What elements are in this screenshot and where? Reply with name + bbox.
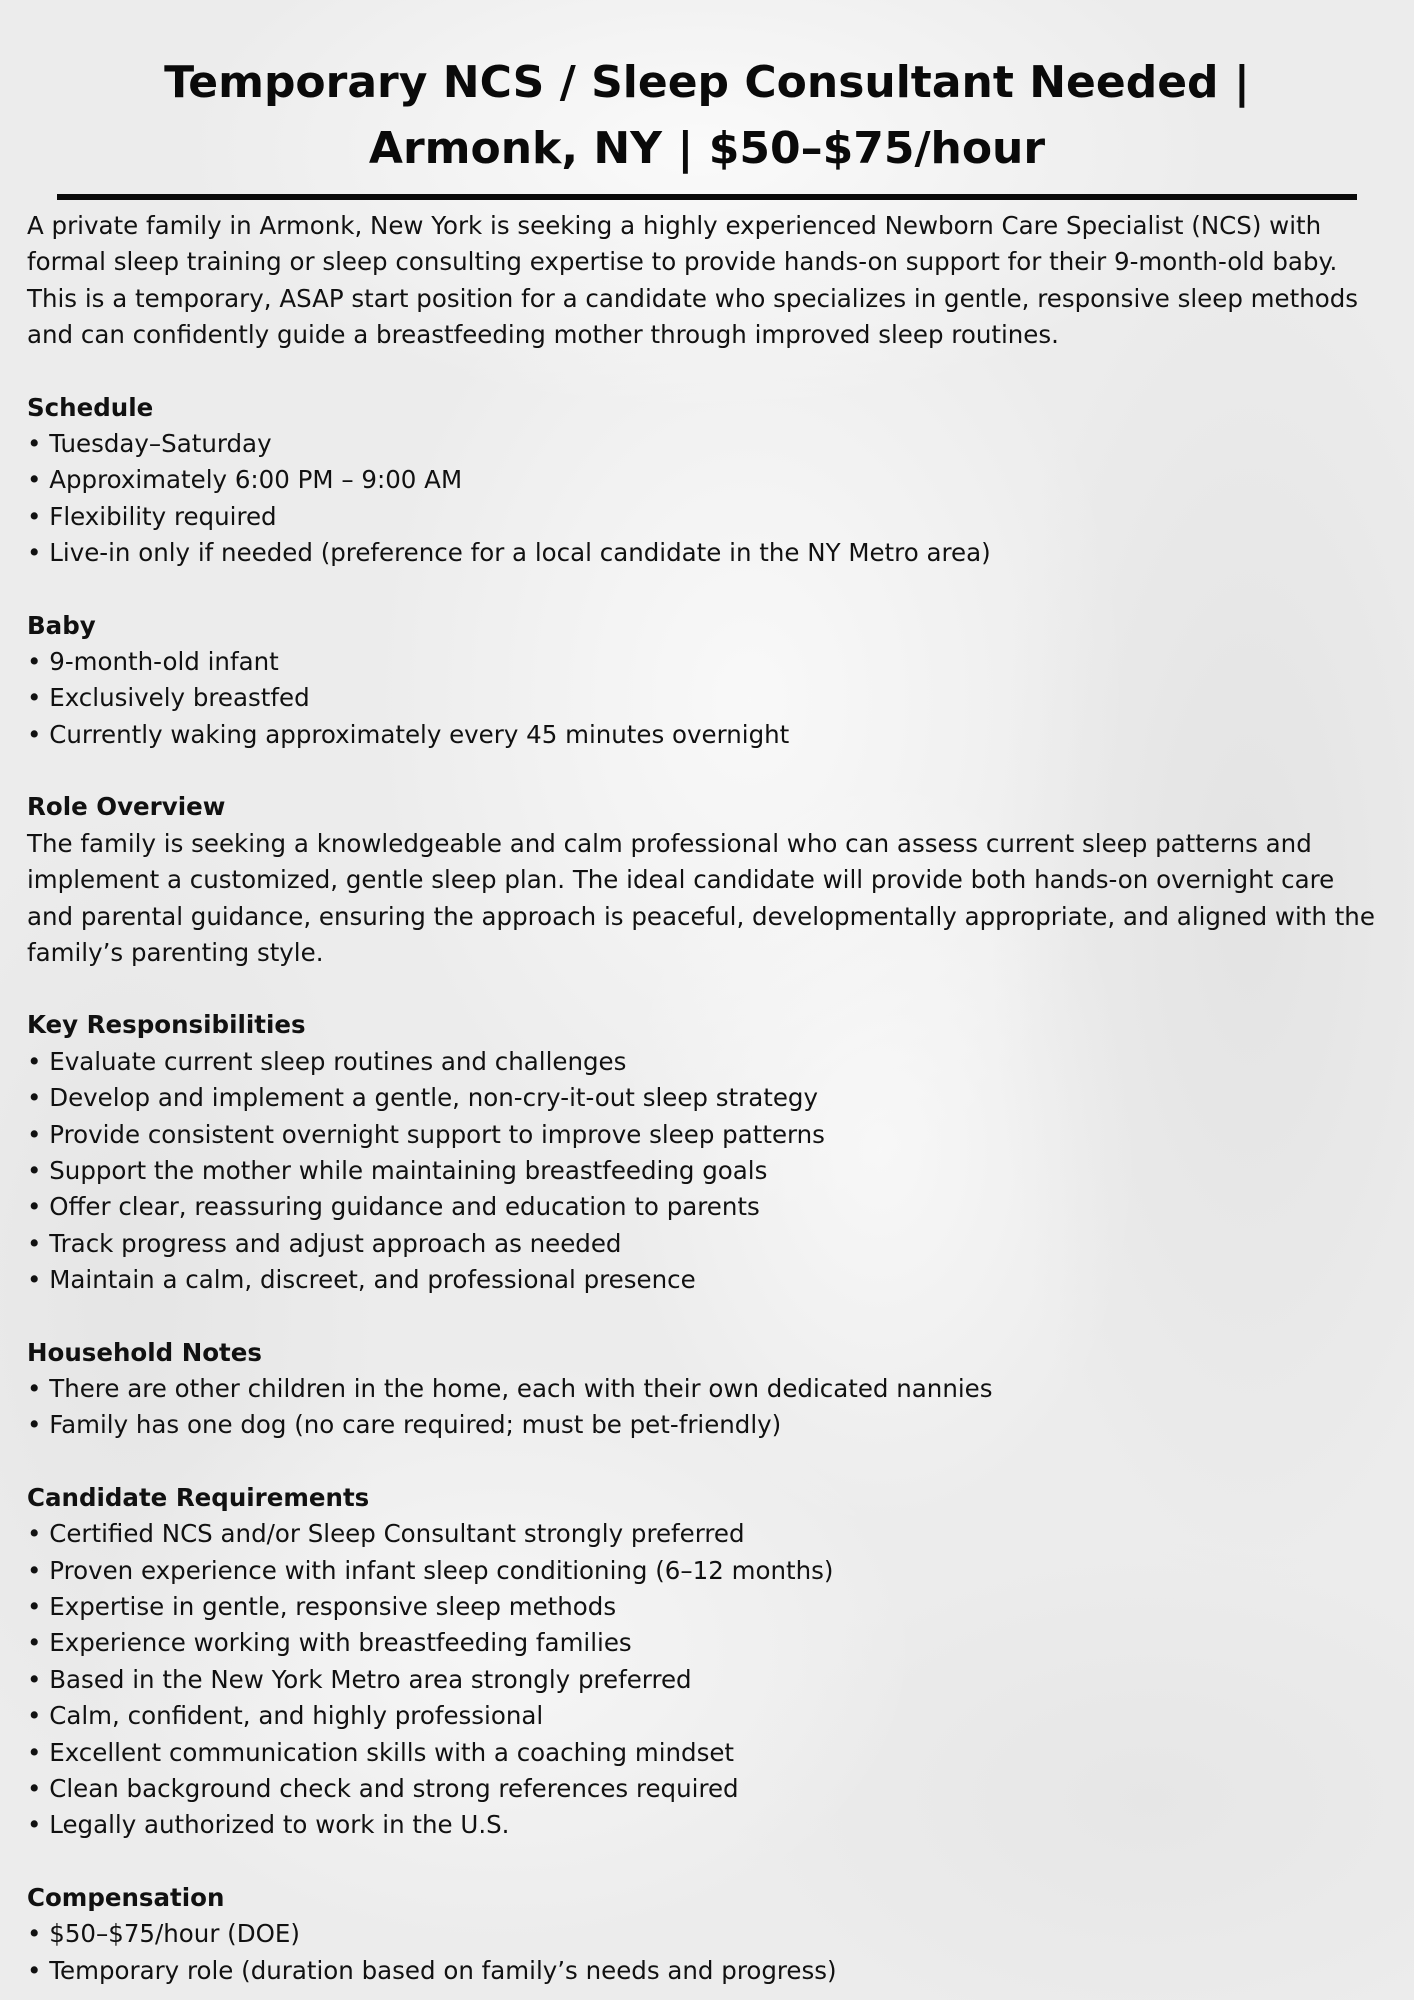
list-item: • Experience working with breastfeeding families <box>27 1628 632 1658</box>
list-item: • Provide consistent overnight support to improve sleep patterns <box>27 1119 825 1149</box>
list-item: • 9-month-old infant <box>27 647 279 677</box>
list-item: • Certified NCS and/or Sleep Consultant strongly preferred <box>27 1519 745 1549</box>
role-overview-section <box>27 789 1387 971</box>
list-item: • Live-in only if needed (preference for a local candidate in the NY Metro area) <box>27 538 991 568</box>
list-item: • Calm, confident, and highly professional <box>27 1701 544 1731</box>
list-item: • Flexibility required <box>27 501 277 531</box>
role-overview-heading: Role Overview <box>27 792 226 822</box>
compensation-heading: Compensation <box>27 1882 225 1912</box>
baby-list <box>27 644 1387 753</box>
baby-heading: Baby <box>27 610 96 640</box>
list-item: • There are other children in the home, each with their own dedicated nannies <box>27 1373 993 1403</box>
list-item: • Support the mother while maintaining breastfeeding goals <box>27 1155 768 1185</box>
requirements-heading: Candidate Requirements <box>27 1482 370 1512</box>
list-item: • Legally authorized to work in the U.S. <box>27 1810 510 1840</box>
list-item: • Proven experience with infant sleep conditioning (6–12 months) <box>27 1555 834 1585</box>
title-line-1: Temporary NCS / Sleep Consultant Needed | <box>164 57 1250 108</box>
list-item: • Offer clear, reassuring guidance and education to parents <box>27 1192 760 1222</box>
responsibilities-section <box>27 1007 1387 1298</box>
schedule-list <box>27 426 1387 572</box>
responsibilities-heading: Key Responsibilities <box>27 1010 306 1040</box>
list-item: • Currently waking approximately every 45 minutes overnight <box>27 719 790 749</box>
list-item: • Tuesday–Saturday <box>27 429 272 459</box>
schedule-section <box>27 390 1387 572</box>
baby-section <box>27 608 1387 754</box>
responsibilities-list <box>27 1044 1387 1299</box>
list-item: • Track progress and adjust approach as needed <box>27 1228 622 1258</box>
list-item: • Temporary role (duration based on family’s needs and progress) <box>27 1955 837 1985</box>
requirements-section <box>27 1480 1387 1844</box>
page-title <box>27 0 1387 182</box>
list-item: • Maintain a calm, discreet, and professional presence <box>27 1265 696 1295</box>
list-item: • Based in the New York Metro area strongly preferred <box>27 1664 692 1694</box>
list-item: • Family has one dog (no care required; must be pet-friendly) <box>27 1410 782 1440</box>
compensation-section <box>27 1880 1387 1989</box>
list-item: • Approximately 6:00 PM – 9:00 AM <box>27 465 463 495</box>
household-heading: Household Notes <box>27 1337 262 1367</box>
household-section <box>27 1335 1387 1444</box>
schedule-heading: Schedule <box>27 392 154 422</box>
role-overview-text: The family is seeking a knowledgeable and calm professional who can assess current sleep patterns and implement a customized, gentle sleep plan. The ideal candidate will provide both hands-on overnight care and parental guidance, ensuring the approach is peaceful, developmentally appropriate, and aligned with the family’s parenting style. <box>27 828 1375 967</box>
list-item: • $50–$75/hour (DOE) <box>27 1919 300 1949</box>
list-item: • Excellent communication skills with a coaching mindset <box>27 1737 735 1767</box>
requirements-list <box>27 1516 1387 1844</box>
title-divider <box>57 194 1357 200</box>
list-item: • Exclusively breastfed <box>27 683 310 713</box>
compensation-list <box>27 1916 1387 1989</box>
list-item: • Evaluate current sleep routines and challenges <box>27 1046 627 1076</box>
household-list <box>27 1371 1387 1444</box>
list-item: • Expertise in gentle, responsive sleep methods <box>27 1592 617 1621</box>
list-item: • Develop and implement a gentle, non-cry-it-out sleep strategy <box>27 1083 818 1113</box>
title-line-2: Armonk, NY | $50–$75/hour <box>368 123 1046 174</box>
intro-paragraph: A private family in Armonk, New York is seeking a highly experienced Newborn Care Specialist (NCS) with formal sleep training or sleep consulting expertise to provide hands-on support for their 9-month-old baby. This is a temporary, ASAP start position for a candidate who specializes in gentle, responsive sleep methods and can confidently guide a breastfeeding mother through improved sleep routines. <box>27 211 1359 350</box>
list-item: • Clean background check and strong references required <box>27 1774 739 1804</box>
